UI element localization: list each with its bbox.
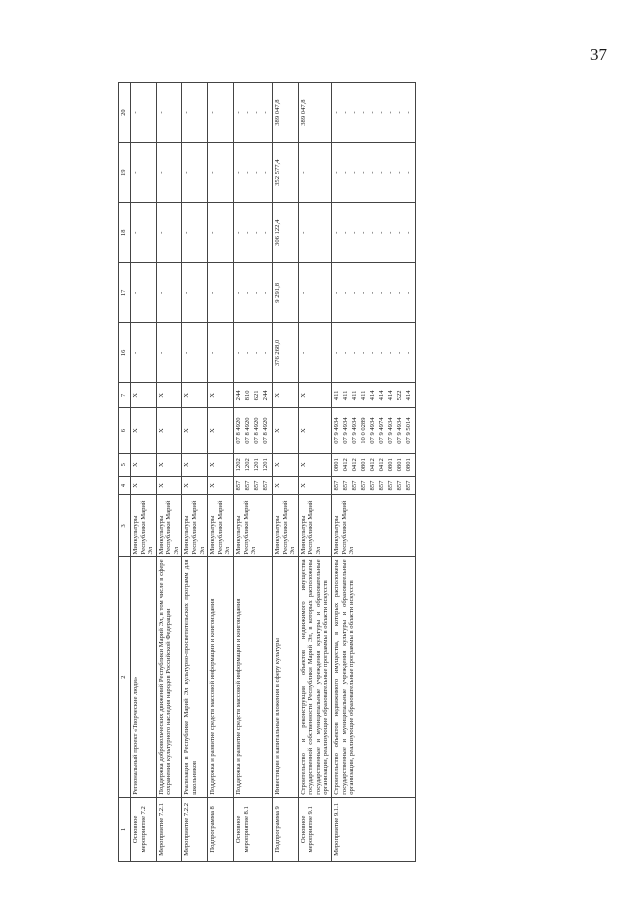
item-code: Мероприятие 7.2.1 <box>156 797 182 861</box>
executor: Минкультуры Республики Марий Эл <box>233 495 272 557</box>
cell-col-18 <box>331 203 415 263</box>
cell-value: - <box>261 351 269 355</box>
cell-col-4 <box>182 476 208 495</box>
cell-col-16 <box>208 323 234 383</box>
cell-col-19 <box>298 143 331 203</box>
cell-value: 10 0 0289 <box>359 417 367 444</box>
cell-value: 07 8 4920 <box>252 417 260 444</box>
table-row <box>156 83 182 862</box>
cell-value: - <box>299 351 307 355</box>
cell-value: - <box>395 231 403 234</box>
cell-value: - <box>395 111 403 114</box>
executor: Минкультуры Республики Марий Эл <box>331 495 415 557</box>
cell-value: - <box>183 351 191 355</box>
cell-value: - <box>377 351 385 355</box>
cell-value: X <box>299 483 307 488</box>
cell-value: - <box>332 351 340 355</box>
cell-col-7 <box>208 383 234 408</box>
cell-col-18 <box>272 203 298 263</box>
rotated-table-container <box>118 82 628 862</box>
cell-value: 306 122,4 <box>273 219 281 246</box>
cell-col-19 <box>233 143 272 203</box>
cell-value: - <box>404 171 412 174</box>
cell-value: X <box>273 462 281 468</box>
cell-col-6 <box>233 408 272 454</box>
cell-value: - <box>157 171 165 174</box>
col-header-3: 3 <box>119 495 131 557</box>
col-header-7: 7 <box>119 383 131 408</box>
cell-value: X <box>273 393 281 398</box>
cell-value: 857 <box>350 480 358 491</box>
cell-value: - <box>377 231 385 234</box>
executor: Минкультуры Республики Марий Эл <box>208 495 234 557</box>
cell-value: - <box>368 291 376 294</box>
cell-value: - <box>395 351 403 355</box>
cell-value: - <box>234 171 242 174</box>
cell-value: 621 <box>252 390 260 401</box>
cell-value: 389 047,8 <box>273 99 281 126</box>
cell-value: X <box>183 393 191 398</box>
cell-value: 1201 <box>261 458 269 472</box>
cell-value: - <box>234 351 242 355</box>
table-row <box>331 83 415 862</box>
cell-value: - <box>243 291 251 294</box>
column-number-row <box>119 83 131 862</box>
cell-col-16 <box>131 323 157 383</box>
cell-value: - <box>350 231 358 234</box>
cell-value: 244 <box>234 390 242 401</box>
cell-value: - <box>359 111 367 114</box>
cell-value: 857 <box>386 480 394 491</box>
executor: Минкультуры Республики Марий Эл <box>131 495 157 557</box>
cell-value: 0412 <box>377 458 385 472</box>
cell-value: - <box>404 351 412 355</box>
cell-col-19 <box>208 143 234 203</box>
cell-value: 414 <box>377 390 385 401</box>
cell-value: X <box>183 483 191 488</box>
cell-value: - <box>132 291 139 294</box>
cell-col-17 <box>131 263 157 323</box>
cell-value: 857 <box>368 480 376 491</box>
item-code: Мероприятие 9.1.1 <box>331 797 415 861</box>
cell-value: - <box>252 351 260 355</box>
cell-value: - <box>132 231 139 234</box>
cell-value: - <box>261 291 269 294</box>
cell-value: 244 <box>261 390 269 401</box>
cell-col-6 <box>331 408 415 454</box>
cell-col-20 <box>182 83 208 143</box>
item-code: Основное мероприятие 9.1 <box>298 797 331 861</box>
cell-col-16 <box>298 323 331 383</box>
cell-value: 389 047,8 <box>299 99 307 126</box>
item-description: Поддержка и развитие средств массовой информации и книгоиздания <box>233 557 272 797</box>
col-header-18: 18 <box>119 203 131 263</box>
cell-col-16 <box>233 323 272 383</box>
executor: Минкультуры Республики Марий Эл <box>272 495 298 557</box>
cell-value: 857 <box>252 480 260 491</box>
col-header-19: 19 <box>119 143 131 203</box>
cell-value: 352 577,4 <box>273 159 281 186</box>
cell-value: 857 <box>359 480 367 491</box>
cell-value: X <box>209 393 217 398</box>
cell-col-6 <box>182 408 208 454</box>
item-description: Строительство и реконструкция объектов недвижимого имущества государственной собственности Республики Марий Эл, в которых расположены государственные и муниципальные учреждения культуры и образовательные организации, реализующие образовательные программы в области искусств <box>298 557 331 797</box>
cell-col-5 <box>182 453 208 476</box>
cell-value: - <box>332 111 340 114</box>
cell-value: 0801 <box>404 458 412 472</box>
cell-value: 414 <box>404 390 412 401</box>
cell-col-5 <box>233 453 272 476</box>
cell-col-17 <box>208 263 234 323</box>
cell-value: 810 <box>243 390 251 401</box>
cell-col-4 <box>272 476 298 495</box>
cell-value: X <box>299 462 307 468</box>
item-code: Подпрограмма 9 <box>272 797 298 861</box>
item-description: Строительство объектов недвижимого имущества, в которых расположены государственные и муниципальные учреждения культуры и образовательные организации, реализующие образовательные программы в области искусств <box>331 557 415 797</box>
cell-value: - <box>243 111 251 114</box>
cell-value: - <box>377 291 385 294</box>
cell-value: - <box>183 291 191 294</box>
cell-col-16 <box>182 323 208 383</box>
cell-value: - <box>368 171 376 174</box>
col-header-5: 5 <box>119 453 131 476</box>
cell-col-18 <box>131 203 157 263</box>
cell-col-7 <box>156 383 182 408</box>
cell-value: 07 8 4920 <box>261 417 269 444</box>
cell-value: X <box>273 428 281 433</box>
cell-value: - <box>243 171 251 174</box>
cell-col-6 <box>298 408 331 454</box>
cell-col-4 <box>298 476 331 495</box>
cell-value: - <box>386 111 394 114</box>
cell-value: - <box>132 351 139 355</box>
item-description: Поддержка и развитие средств массовой информации и книгоиздания <box>208 557 234 797</box>
cell-value: 07 9 4934 <box>332 417 340 444</box>
cell-value: - <box>243 351 251 355</box>
cell-value: X <box>183 462 191 468</box>
cell-value: 522 <box>395 390 403 401</box>
page-number: 37 <box>590 45 607 64</box>
cell-value: - <box>132 171 139 174</box>
col-header-16: 16 <box>119 323 131 383</box>
table-body <box>131 83 416 862</box>
cell-col-17 <box>182 263 208 323</box>
cell-value: 411 <box>332 390 340 401</box>
cell-value: 411 <box>359 390 367 401</box>
cell-value: - <box>299 171 307 174</box>
cell-value: 857 <box>234 480 242 491</box>
cell-value: 1201 <box>252 458 260 472</box>
cell-value: - <box>350 291 358 294</box>
cell-value: - <box>359 291 367 294</box>
cell-value: - <box>183 171 191 174</box>
cell-value: X <box>157 428 165 433</box>
cell-value: - <box>359 351 367 355</box>
cell-col-20 <box>233 83 272 143</box>
cell-value: X <box>132 483 139 488</box>
cell-value: - <box>209 231 217 234</box>
cell-value: 07 9 4934 <box>341 417 349 444</box>
cell-col-18 <box>298 203 331 263</box>
cell-value: - <box>157 291 165 294</box>
cell-value: - <box>386 171 394 174</box>
cell-value: X <box>157 462 165 468</box>
cell-value: - <box>132 111 139 114</box>
col-header-20: 20 <box>119 83 131 143</box>
item-description: Инвестиции и капитальные вложения в сферу культуры <box>272 557 298 797</box>
cell-col-20 <box>331 83 415 143</box>
cell-col-19 <box>272 143 298 203</box>
cell-value: - <box>252 111 260 114</box>
cell-col-17 <box>233 263 272 323</box>
cell-col-19 <box>182 143 208 203</box>
cell-col-17 <box>298 263 331 323</box>
cell-value: - <box>341 351 349 355</box>
cell-col-20 <box>272 83 298 143</box>
cell-value: - <box>234 111 242 114</box>
cell-value: X <box>132 462 139 468</box>
cell-value: - <box>341 291 349 294</box>
cell-value: 07 9 4974 <box>377 417 385 444</box>
cell-col-7 <box>298 383 331 408</box>
cell-value: X <box>157 483 165 488</box>
cell-value: - <box>299 231 307 234</box>
executor: Минкультуры Республики Марий Эл <box>298 495 331 557</box>
cell-value: 07 9 5014 <box>404 417 412 444</box>
cell-col-18 <box>208 203 234 263</box>
cell-value: 0801 <box>332 458 340 472</box>
cell-value: 0801 <box>386 458 394 472</box>
cell-value: - <box>209 351 217 355</box>
cell-value: X <box>132 428 139 433</box>
cell-col-18 <box>233 203 272 263</box>
item-description: Поддержка добровольческих движений Республики Марий Эл, в том числе в сфере сохранения культурного наследия народов Российской Федерации <box>156 557 182 797</box>
cell-col-17 <box>156 263 182 323</box>
cell-value: 0801 <box>395 458 403 472</box>
cell-value: - <box>252 231 260 234</box>
cell-col-7 <box>182 383 208 408</box>
cell-value: - <box>368 351 376 355</box>
cell-col-20 <box>298 83 331 143</box>
cell-col-7 <box>131 383 157 408</box>
cell-value: 07 8 4920 <box>243 417 251 444</box>
cell-value: - <box>341 171 349 174</box>
cell-value: - <box>252 171 260 174</box>
cell-value: 857 <box>332 480 340 491</box>
cell-col-7 <box>331 383 415 408</box>
cell-value: - <box>209 111 217 114</box>
cell-value: - <box>209 291 217 294</box>
cell-value: - <box>386 231 394 234</box>
cell-value: 07 8 4920 <box>234 417 242 444</box>
cell-value: - <box>404 291 412 294</box>
table-row <box>298 83 331 862</box>
cell-value: - <box>395 171 403 174</box>
cell-value: - <box>332 231 340 234</box>
cell-value: 857 <box>243 480 251 491</box>
cell-col-5 <box>331 453 415 476</box>
cell-value: X <box>209 462 217 468</box>
cell-value: X <box>183 428 191 433</box>
budget-table <box>118 82 416 862</box>
item-code: Основное мероприятие 7.2 <box>131 797 157 861</box>
cell-value: - <box>341 231 349 234</box>
col-header-4: 4 <box>119 476 131 495</box>
cell-col-4 <box>131 476 157 495</box>
cell-col-5 <box>156 453 182 476</box>
cell-value: 857 <box>395 480 403 491</box>
item-code: Мероприятие 7.2.2 <box>182 797 208 861</box>
cell-col-16 <box>331 323 415 383</box>
cell-value: 857 <box>404 480 412 491</box>
cell-col-19 <box>156 143 182 203</box>
cell-value: - <box>386 351 394 355</box>
col-header-1: 1 <box>119 797 131 861</box>
cell-value: X <box>209 428 217 433</box>
cell-value: - <box>359 171 367 174</box>
table-row <box>272 83 298 862</box>
cell-value: 411 <box>341 390 349 401</box>
cell-value: - <box>183 231 191 234</box>
cell-col-5 <box>298 453 331 476</box>
cell-col-16 <box>272 323 298 383</box>
cell-value: X <box>273 483 281 488</box>
cell-col-5 <box>208 453 234 476</box>
cell-value: 414 <box>386 390 394 401</box>
cell-value: - <box>234 291 242 294</box>
cell-col-17 <box>331 263 415 323</box>
cell-value: X <box>299 428 307 433</box>
cell-col-4 <box>233 476 272 495</box>
cell-col-4 <box>156 476 182 495</box>
cell-value: - <box>368 231 376 234</box>
cell-value: - <box>332 291 340 294</box>
cell-value: 07 9 4934 <box>386 417 394 444</box>
cell-col-5 <box>272 453 298 476</box>
item-code: Основное мероприятие 8.1 <box>233 797 272 861</box>
col-header-2: 2 <box>119 557 131 797</box>
cell-value: 857 <box>261 480 269 491</box>
cell-value: 1202 <box>234 458 242 472</box>
item-description: Региональный проект «Творческие люди» <box>131 557 157 797</box>
cell-value: - <box>386 291 394 294</box>
cell-value: - <box>341 111 349 114</box>
cell-value: 07 9 4934 <box>395 417 403 444</box>
cell-col-6 <box>208 408 234 454</box>
table-row <box>233 83 272 862</box>
cell-col-4 <box>331 476 415 495</box>
cell-value: - <box>183 111 191 114</box>
cell-value: - <box>404 231 412 234</box>
cell-value: 414 <box>368 390 376 401</box>
cell-col-20 <box>208 83 234 143</box>
cell-value: 0412 <box>341 458 349 472</box>
cell-value: - <box>209 171 217 174</box>
cell-value: 857 <box>377 480 385 491</box>
cell-value: - <box>157 351 165 355</box>
cell-value: X <box>209 483 217 488</box>
cell-value: - <box>243 231 251 234</box>
table-row <box>131 83 157 862</box>
col-header-17: 17 <box>119 263 131 323</box>
cell-col-6 <box>156 408 182 454</box>
cell-col-20 <box>131 83 157 143</box>
cell-value: - <box>157 111 165 114</box>
cell-value: - <box>350 111 358 114</box>
col-header-6: 6 <box>119 408 131 454</box>
cell-value: 07 9 4934 <box>350 417 358 444</box>
table-row <box>182 83 208 862</box>
cell-value: - <box>261 231 269 234</box>
table-row <box>208 83 234 862</box>
cell-col-6 <box>272 408 298 454</box>
cell-value: - <box>299 291 307 294</box>
cell-value: - <box>252 291 260 294</box>
cell-value: 0801 <box>359 458 367 472</box>
cell-col-20 <box>156 83 182 143</box>
cell-value: - <box>395 291 403 294</box>
cell-col-16 <box>156 323 182 383</box>
cell-col-17 <box>272 263 298 323</box>
cell-col-18 <box>182 203 208 263</box>
executor: Минкультуры Республики Марий Эл <box>156 495 182 557</box>
cell-value: - <box>377 111 385 114</box>
cell-col-7 <box>233 383 272 408</box>
cell-value: - <box>261 111 269 114</box>
cell-value: - <box>350 351 358 355</box>
cell-value: - <box>234 231 242 234</box>
cell-value: - <box>261 171 269 174</box>
cell-value: 0412 <box>350 458 358 472</box>
cell-col-7 <box>272 383 298 408</box>
cell-value: 857 <box>341 480 349 491</box>
cell-value: 411 <box>350 390 358 401</box>
cell-col-6 <box>131 408 157 454</box>
cell-col-5 <box>131 453 157 476</box>
cell-value: - <box>368 111 376 114</box>
cell-value: X <box>132 393 139 398</box>
cell-value: 0412 <box>368 458 376 472</box>
cell-value: 376 268,0 <box>273 339 281 367</box>
cell-col-19 <box>131 143 157 203</box>
cell-value: 1202 <box>243 458 251 472</box>
item-description: Реализация в Республике Марий Эл культурно-просветительских программ для школьников <box>182 557 208 797</box>
cell-col-18 <box>156 203 182 263</box>
cell-value: 9 291,8 <box>273 282 281 303</box>
executor: Минкультуры Республики Марий Эл <box>182 495 208 557</box>
cell-value: - <box>377 171 385 174</box>
cell-value: - <box>404 111 412 114</box>
cell-value: - <box>332 171 340 174</box>
cell-col-19 <box>331 143 415 203</box>
cell-value: 07 9 4934 <box>368 417 376 444</box>
cell-value: - <box>157 231 165 234</box>
item-code: Подпрограмма 8 <box>208 797 234 861</box>
cell-value: - <box>359 231 367 234</box>
cell-value: - <box>350 171 358 174</box>
cell-value: X <box>157 393 165 398</box>
cell-col-4 <box>208 476 234 495</box>
cell-value: X <box>299 393 307 398</box>
